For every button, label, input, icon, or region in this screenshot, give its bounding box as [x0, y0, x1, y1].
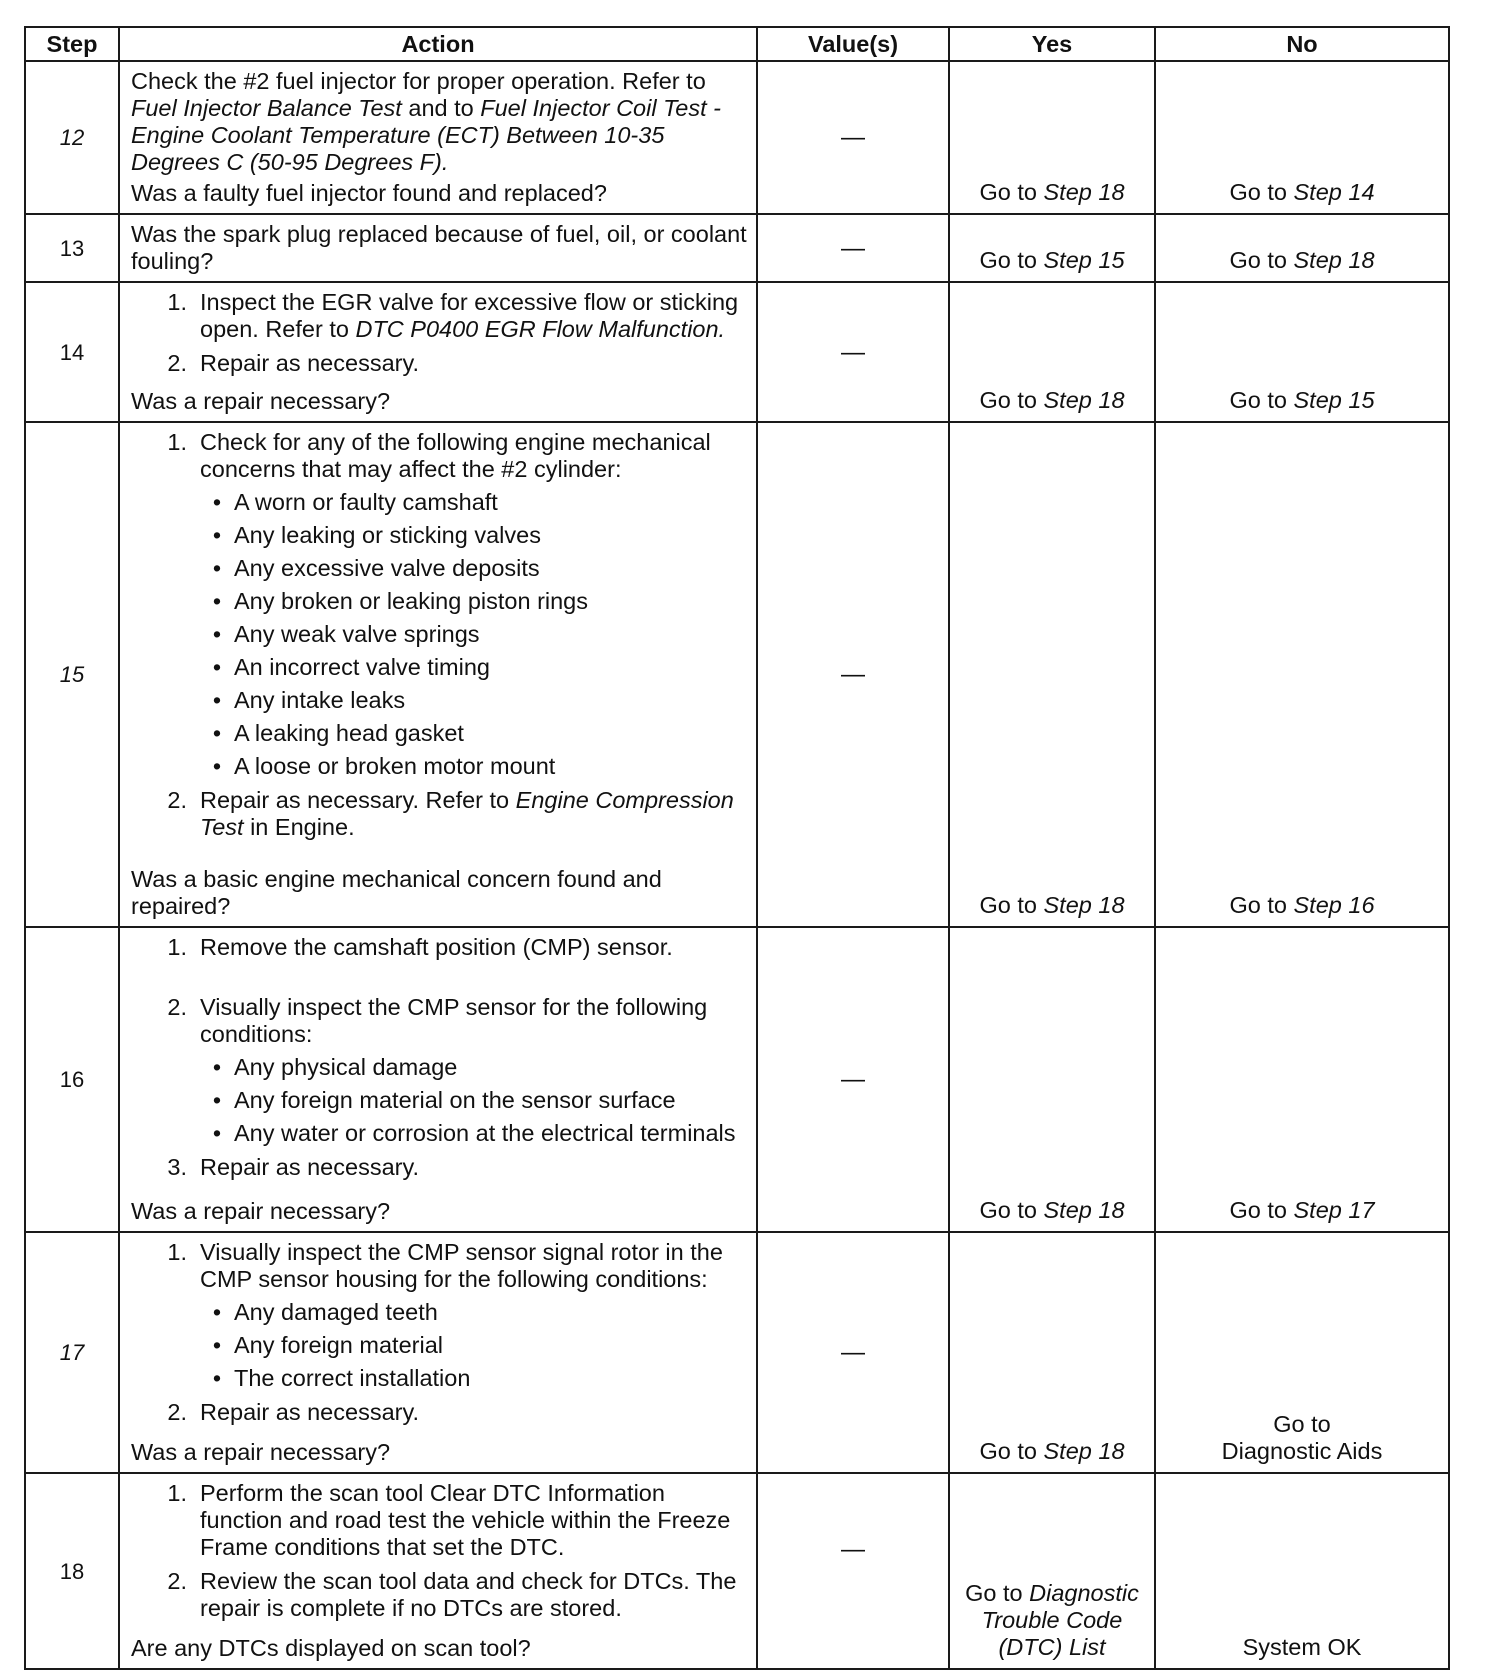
- bullet-item: • Any excessive valve deposits: [200, 555, 748, 582]
- step-number: 14: [25, 282, 119, 422]
- bullet-item: • Any broken or leaking piston rings: [200, 588, 748, 615]
- bullet-item: • Any foreign material on the sensor surface: [200, 1087, 748, 1114]
- bullet-icon: •: [212, 687, 222, 713]
- bullet-item: • A worn or faulty camshaft: [200, 489, 748, 516]
- header-yes: Yes: [949, 27, 1155, 61]
- value-cell: —: [757, 927, 949, 1232]
- bullet-icon: •: [212, 720, 222, 746]
- header-row: [25, 27, 1449, 61]
- step-number: 12: [25, 61, 119, 214]
- yes-cell: Go to Step 15: [949, 214, 1155, 282]
- action-steps: [131, 429, 748, 848]
- bullet-icon: •: [212, 1332, 222, 1358]
- header-values: Value(s): [757, 27, 949, 61]
- value-cell: —: [757, 282, 949, 422]
- action-steps: [131, 1480, 748, 1629]
- bullet-item: • Any water or corrosion at the electrical terminals: [200, 1120, 748, 1147]
- list-item: 1. Visually inspect the CMP sensor signal rotor in the CMP sensor housing for the following conditions: • Any damaged teeth • Any foreign material • The correct installation: [131, 1239, 748, 1392]
- bullet-icon: •: [212, 1087, 222, 1113]
- bullet-icon: •: [212, 522, 222, 548]
- no-cell: Go to Diagnostic Aids: [1155, 1232, 1449, 1473]
- list-item: 1. Perform the scan tool Clear DTC Information function and road test the vehicle within the Freeze Frame conditions that set the DTC.: [167, 1480, 731, 1560]
- yes-cell: Go to Diagnostic Trouble Code (DTC) List: [949, 1473, 1155, 1669]
- value-cell: —: [757, 1473, 949, 1669]
- action-cell: [119, 282, 757, 422]
- diagnostic-aids-link[interactable]: Diagnostic Aids: [1221, 1438, 1383, 1464]
- table-row-step-13: [25, 214, 1449, 282]
- dtc-list-link[interactable]: Diagnostic Trouble Code (DTC) List: [981, 1580, 1139, 1660]
- list-item: 2. Repair as necessary.: [167, 1399, 419, 1425]
- no-cell: Go to Step 17: [1155, 927, 1449, 1232]
- step-number: 17: [25, 1232, 119, 1473]
- step-number: 15: [25, 422, 119, 927]
- step-link[interactable]: Step 18: [1043, 387, 1125, 413]
- value-cell: —: [757, 1232, 949, 1473]
- action-question: Are any DTCs displayed on scan tool?: [131, 1635, 531, 1661]
- yes-cell: Go to Step 18: [949, 61, 1155, 214]
- bullet-icon: •: [212, 1299, 222, 1325]
- step-link[interactable]: Step 18: [1043, 179, 1125, 205]
- no-cell: Go to Step 14: [1155, 61, 1449, 214]
- bullet-icon: •: [212, 621, 222, 647]
- bullet-item: • The correct installation: [200, 1365, 748, 1392]
- step-number: 16: [25, 927, 119, 1232]
- bullet-item: • Any intake leaks: [200, 687, 748, 714]
- action-steps: [131, 1239, 748, 1433]
- bullet-icon: •: [212, 1120, 222, 1146]
- step-link[interactable]: Step 14: [1293, 179, 1375, 205]
- bullet-icon: •: [212, 489, 222, 515]
- list-item: 2. Repair as necessary.: [167, 350, 419, 376]
- list-item: 3. Repair as necessary.: [167, 1154, 419, 1180]
- reference-link[interactable]: Engine Compression Test: [200, 787, 734, 840]
- step-link[interactable]: Step 16: [1293, 892, 1375, 918]
- list-item: 1. Remove the camshaft position (CMP) sensor.: [167, 934, 673, 960]
- bullet-icon: •: [212, 1054, 222, 1080]
- no-cell: System OK: [1155, 1473, 1449, 1669]
- table-row-step-18: [25, 1473, 1449, 1669]
- list-item: 2. Repair as necessary. Refer to Engine Compression Test in Engine.: [167, 787, 734, 840]
- step-link[interactable]: Step 17: [1293, 1197, 1375, 1223]
- action-question: Was the spark plug replaced because of fuel, oil, or coolant fouling?: [131, 221, 747, 274]
- bullet-item: • Any physical damage: [200, 1054, 748, 1081]
- step-link[interactable]: Step 15: [1043, 247, 1125, 273]
- action-steps: [131, 289, 748, 384]
- header-no: No: [1155, 27, 1449, 61]
- reference-link[interactable]: DTC P0400 EGR Flow Malfunction.: [355, 316, 726, 342]
- table-row-step-15: [25, 422, 1449, 927]
- action-cell: [119, 214, 757, 282]
- yes-cell: Go to Step 18: [949, 282, 1155, 422]
- diagnostic-table: [24, 26, 1450, 1670]
- no-cell: Go to Step 16: [1155, 422, 1449, 927]
- action-question: Was a repair necessary?: [131, 1198, 391, 1224]
- step-link[interactable]: Step 18: [1043, 892, 1125, 918]
- bullet-icon: •: [212, 753, 222, 779]
- bullet-icon: •: [212, 1365, 222, 1391]
- action-cell: [119, 422, 757, 927]
- step-link[interactable]: Step 18: [1043, 1438, 1125, 1464]
- no-cell: Go to Step 18: [1155, 214, 1449, 282]
- bullet-item: • A leaking head gasket: [200, 720, 748, 747]
- action-cell: [119, 1232, 757, 1473]
- list-item: 1. Inspect the EGR valve for excessive flow or sticking open. Refer to DTC P0400 EGR Flow Malfunction.: [167, 289, 739, 342]
- bullet-item: • Any leaking or sticking valves: [200, 522, 748, 549]
- action-cell: [119, 61, 757, 214]
- bullet-icon: •: [212, 555, 222, 581]
- bullet-icon: •: [212, 654, 222, 680]
- action-question: Was a repair necessary?: [131, 388, 391, 414]
- table-row-step-12: [25, 61, 1449, 214]
- step-number: 18: [25, 1473, 119, 1669]
- bullet-item: • An incorrect valve timing: [200, 654, 748, 681]
- step-link[interactable]: Step 18: [1293, 247, 1375, 273]
- list-item: 1. Check for any of the following engine mechanical concerns that may affect the #2 cylinder: • A worn or faulty camshaft • Any leaking or sticking valves • Any excessive valve deposits • Any broken or leaking piston rings • Any weak valve springs • An incorrect valve timing • Any intake leaks • A leaking head gasket • A loose or broken motor mount: [131, 429, 748, 780]
- bullet-item: • Any weak valve springs: [200, 621, 748, 648]
- yes-cell: Go to Step 18: [949, 927, 1155, 1232]
- value-cell: —: [757, 214, 949, 282]
- reference-link[interactable]: Fuel Injector Balance Test: [131, 95, 402, 121]
- bullet-item: • Any damaged teeth: [200, 1299, 748, 1326]
- step-number: 13: [25, 214, 119, 282]
- step-link[interactable]: Step 15: [1293, 387, 1375, 413]
- header-action: Action: [119, 27, 757, 61]
- action-cell: [119, 927, 757, 1232]
- list-item: 2. Review the scan tool data and check for DTCs. The repair is complete if no DTCs are stored.: [167, 1568, 737, 1621]
- action-text: Check the #2 fuel injector for proper operation. Refer to Fuel Injector Balance Test and to Fuel Injector Coil Test - Engine Coolant Temperature (ECT) Between 10-35 Degrees C (50-95 Degrees F).: [131, 68, 721, 175]
- table-row-step-16: [25, 927, 1449, 1232]
- table-row-step-14: [25, 282, 1449, 422]
- action-question: Was a faulty fuel injector found and replaced?: [131, 180, 607, 206]
- value-cell: —: [757, 61, 949, 214]
- step-link[interactable]: Step 18: [1043, 1197, 1125, 1223]
- list-item: 2. Visually inspect the CMP sensor for the following conditions: • Any physical damage • Any foreign material on the sensor surface • Any water or corrosion at the electrical terminals: [131, 994, 748, 1147]
- action-steps: [131, 934, 748, 1188]
- yes-cell: Go to Step 18: [949, 422, 1155, 927]
- reference-link[interactable]: Fuel Injector Coil Test - Engine Coolant Temperature (ECT) Between 10-35 Degrees C (50-95 Degrees F).: [131, 95, 721, 175]
- bullet-item: • Any foreign material: [200, 1332, 748, 1359]
- bullet-item: • A loose or broken motor mount: [200, 753, 748, 780]
- no-cell: Go to Step 15: [1155, 282, 1449, 422]
- bullet-icon: •: [212, 588, 222, 614]
- action-cell: [119, 1473, 757, 1669]
- yes-cell: Go to Step 18: [949, 1232, 1155, 1473]
- action-question: Was a basic engine mechanical concern found and repaired?: [131, 866, 662, 919]
- table-row-step-17: [25, 1232, 1449, 1473]
- action-question: Was a repair necessary?: [131, 1439, 391, 1465]
- header-step: Step: [25, 27, 119, 61]
- value-cell: —: [757, 422, 949, 927]
